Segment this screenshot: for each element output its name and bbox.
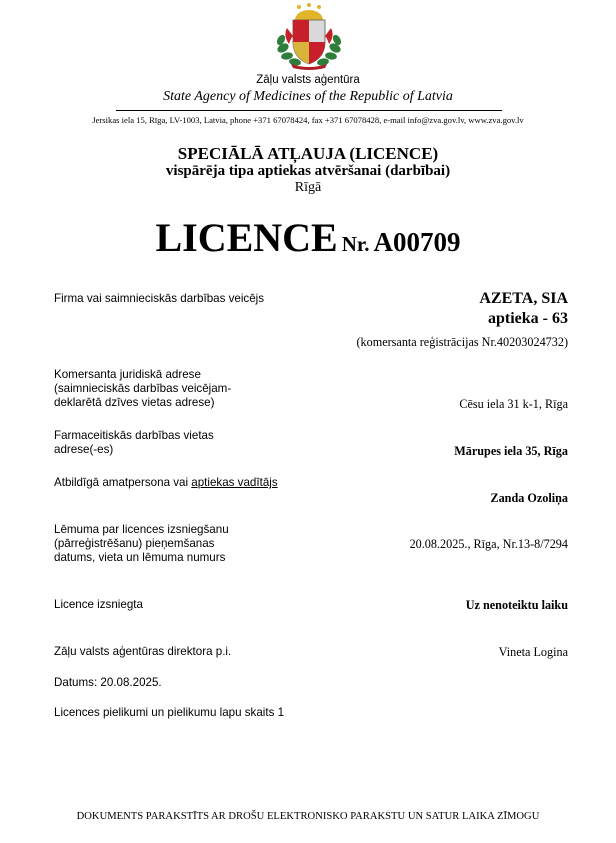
legal-address-label xyxy=(54,368,284,410)
legal-address-label-line2: (saimnieciskās darbības veicējam- xyxy=(54,382,232,395)
e-signature-note: DOKUMENTS PARAKSTĪTS AR DROŠU ELEKTRONISKO PARAKSTU UN SATUR LAIKA ZĪMOGU xyxy=(76,811,540,822)
responsible-person-value: Zanda Ozoliņa xyxy=(490,491,568,505)
legal-address-label-line3: deklarētā dzīves vietas adrese) xyxy=(54,396,215,409)
responsible-person-label-text: Atbildīgā amatpersona vai xyxy=(54,476,192,489)
activity-address-label-line2: adrese(-es) xyxy=(54,443,114,456)
licence-word: LICENCE xyxy=(155,215,338,260)
licence-nr-prefix: Nr. xyxy=(341,232,370,256)
responsible-person-label xyxy=(54,476,284,490)
responsible-person-label-underlined: aptiekas vadītājs xyxy=(191,476,278,489)
firm-label: Firma vai saimnieciskās darbības veicējs xyxy=(54,292,265,305)
issued-label: Licence izsniegta xyxy=(54,598,143,611)
firm-registration: (komersanta reģistrācijas Nr.40203024732) xyxy=(356,335,568,349)
agency-name-en: State Agency of Medicines of the Republic of Latvia xyxy=(163,89,453,104)
header-divider xyxy=(116,110,502,111)
director-label: Zāļu valsts aģentūras direktora p.i. xyxy=(54,645,232,658)
decision-label-line3: datums, vieta un lēmuma numurs xyxy=(54,551,226,564)
legal-address-label-line1: Komersanta juridiskā adrese xyxy=(54,368,201,381)
document-subtitle: vispārēja tipa aptiekas atvēršanai (darbībai) xyxy=(165,163,451,179)
legal-address-value: Cēsu iela 31 k-1, Rīga xyxy=(459,397,568,411)
activity-address-label-line1: Farmaceitiskās darbības vietas xyxy=(54,429,214,442)
director-name: Vineta Logina xyxy=(498,645,568,659)
decision-label-line1: Lēmuma par licences izsniegšanu xyxy=(54,523,229,536)
document-place: Rīgā xyxy=(294,180,322,195)
document-title: SPECIĀLĀ ATĻAUJA (LICENCE) xyxy=(177,144,439,163)
firm-name: AZETA, SIA xyxy=(479,290,568,307)
coat-of-arms-icon xyxy=(273,2,345,70)
decision-label xyxy=(54,523,284,565)
decision-value: 20.08.2025., Rīga, Nr.13-8/7294 xyxy=(409,537,568,551)
issued-value: Uz nenoteiktu laiku xyxy=(465,598,568,612)
licence-number: A00709 xyxy=(373,227,461,257)
licence-number-heading xyxy=(0,214,616,261)
issue-date: Datums: 20.08.2025. xyxy=(54,676,162,689)
agency-name-lv: Zāļu valsts aģentūra xyxy=(256,74,360,86)
activity-address-label xyxy=(54,429,284,457)
decision-label-line2: (pārreģistrēšanu) pieņemšanas xyxy=(54,537,215,550)
activity-address-value: Mārupes iela 35, Rīga xyxy=(454,444,568,458)
agency-contacts: Jersikas iela 15, Rīga, LV-1003, Latvia, phone +371 67078424, fax +371 67078428, e-mail info@zva.gov.lv, www.zva.gov.lv xyxy=(92,115,524,125)
firm-pharmacy: aptieka - 63 xyxy=(488,310,568,327)
annexes-count: Licences pielikumi un pielikumu lapu skaits 1 xyxy=(54,706,285,719)
